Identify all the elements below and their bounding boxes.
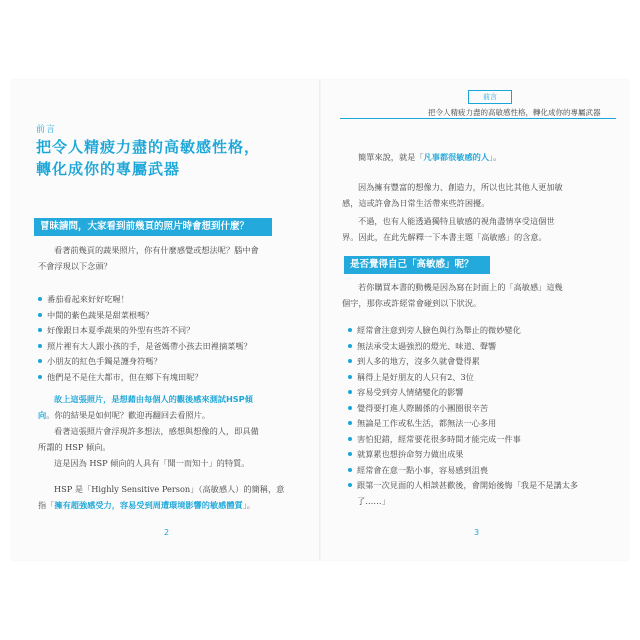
chapter-title-line2: 轉化成你的專屬武器: [36, 160, 181, 178]
list-item: 經常會在意一點小事，容易感到沮喪: [348, 463, 598, 479]
paragraph-line: [38, 392, 314, 408]
section-banner-question: 冒昧請問，大家看到前幾頁的照片時會想到什麼？: [34, 218, 272, 236]
highlight-text: 向: [38, 409, 47, 420]
paragraph-hsp: [38, 424, 314, 455]
paragraph-motivation: [342, 280, 618, 311]
section-banner-self-check: 是否覺得自己「高敏感」呢？: [344, 256, 490, 274]
list-item: 害怕犯錯，經常要花很多時間才能完成一件事: [348, 432, 598, 448]
header-rule: [340, 118, 616, 119]
paragraph-line: 所謂的 HSP 傾向。: [38, 441, 111, 452]
paragraph-definition: [38, 482, 314, 513]
highlight-text: 擁有超強感受力，容易受到周遭環境影響的敏感體質: [54, 499, 243, 510]
page-number-right: 3: [474, 528, 480, 537]
symptom-list: [348, 323, 598, 509]
chapter-title-line1: 把令人精疲力盡的高敏感性格，: [36, 138, 261, 156]
left-page: [12, 80, 320, 560]
list-item: 好像跟日本夏季蔬果的外型有些許不同？: [38, 323, 308, 339]
paragraph-text: 」。: [242, 499, 255, 510]
list-item: 無法承受太過強烈的燈光、味道、聲響: [348, 339, 598, 355]
list-item: 跟第一次見面的人相談甚歡後，會開始後悔「我是不是講太多了……」: [348, 478, 598, 509]
paragraph-line: [38, 498, 314, 514]
running-header-tag: 前言: [468, 90, 512, 104]
list-item: 他們是不是住大都市，但在鄉下有塊田呢？: [38, 370, 308, 386]
paragraph-line: 不會浮現以下念頭？: [38, 260, 112, 271]
paragraph-text: 簡單來說，就是「: [358, 152, 424, 162]
chapter-title: [36, 136, 260, 180]
running-header-title: 把令人精疲力盡的高敏感性格，轉化成你的專屬武器: [428, 108, 601, 117]
paragraph-perspective: [342, 214, 618, 245]
highlight-text: 凡事都很敏感的人: [423, 152, 490, 162]
list-item: 稱得上是好朋友的人只有2、3位: [348, 370, 598, 386]
highlight-text: 故上這張照片，是想藉由每個人的觀後感來測試HSP傾: [54, 394, 253, 404]
paragraph-line: 不過，也有人能透過獨特且敏感的視角盡情享受這個世: [358, 216, 555, 226]
paragraph-trait: 這是因為 HSP 傾向的人具有「聞一而知十」的特質。: [54, 458, 250, 468]
paragraph-line: 界。因此，在此先解釋一下本書主題「高敏感」的含意。: [342, 231, 547, 242]
list-item: 覺得要打進人際關係的小團圈很辛苦: [348, 401, 598, 417]
right-page: [320, 80, 628, 560]
paragraph-line: 若你購買本書的動機是因為寫在封面上的「高敏感」這幾: [358, 282, 563, 292]
list-item: 照片裡有大人跟小孩的手，是爸媽帶小孩去田裡摘菜嗎？: [38, 339, 308, 355]
list-item: 就算累也想拚命努力做出成果: [348, 447, 598, 463]
book-spread: [12, 80, 628, 560]
page-number-left: 2: [164, 528, 170, 537]
paragraph-text: 指「: [38, 499, 55, 510]
paragraph-text: 」。: [489, 152, 502, 162]
paragraph-line: 感，這或許會為日常生活帶來些許困擾。: [342, 197, 490, 208]
observation-list: [38, 292, 308, 385]
paragraph-test: [38, 392, 314, 423]
list-item: 番茄看起來好好吃喔！: [38, 292, 308, 308]
paragraph-line: 個字，那你或許經常會碰到以下狀況。: [342, 297, 482, 308]
paragraph-line: 看著這張照片會浮現許多想法，感想與想像的人，即具備: [54, 426, 259, 436]
list-item: 容易受到旁人情緒變化的影響: [348, 385, 598, 401]
paragraph-line: HSP 是「Highly Sensitive Person」（高敏感人）的簡稱，意: [54, 484, 285, 494]
paragraph-intro: [38, 243, 308, 274]
list-item: 中間的紫色蔬果是甜菜根嗎？: [38, 308, 308, 324]
list-item: 小朋友的紅色手鐲是護身符嗎？: [38, 354, 308, 370]
list-item: 無論是工作或私生活，都無法一心多用: [348, 416, 598, 432]
paragraph-line: 看著前幾頁的蔬果照片，你有什麼感覺或想法呢？腦中會: [54, 245, 259, 255]
paragraph-line: [38, 408, 314, 424]
paragraph-text: 。你的結果是如何呢？歡迎再翻回去看照片。: [46, 409, 210, 420]
paragraph-summary: [358, 150, 618, 166]
chapter-label: 前言: [36, 125, 57, 135]
paragraph-line: 因為擁有豐富的想像力、創造力，所以也比其他人更加敏: [358, 182, 563, 192]
list-item: 到人多的地方，沒多久就會覺得累: [348, 354, 598, 370]
paragraph-imagination: [342, 180, 618, 211]
list-item: 經常會注意到旁人臉色與行為舉止的微妙變化: [348, 323, 598, 339]
